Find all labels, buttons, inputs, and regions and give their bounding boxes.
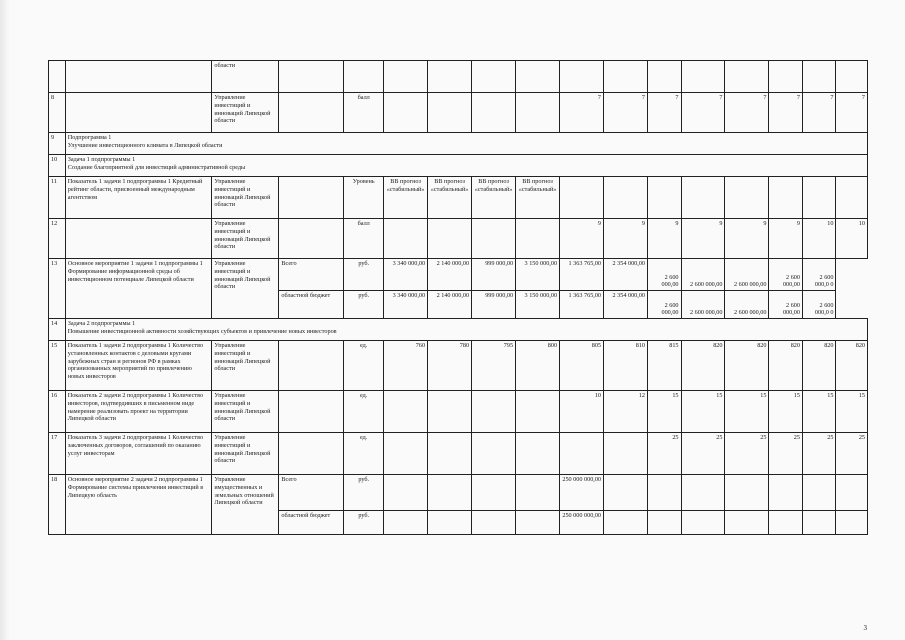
value-cell: 10 xyxy=(836,219,868,259)
value-cell: 9 xyxy=(769,219,803,259)
value-cell: 25 xyxy=(769,433,803,475)
value-cell: 7 xyxy=(560,93,604,133)
source-cell: областной бюджет xyxy=(279,511,344,535)
value-cell: 7 xyxy=(725,93,769,133)
section-title xyxy=(65,155,867,177)
unit-cell: руб. xyxy=(344,511,384,535)
value-cell: 1 363 765,00 xyxy=(560,291,604,319)
table-row xyxy=(49,391,868,433)
value-cell: 7 xyxy=(681,93,725,133)
value-cell: 7 xyxy=(836,93,868,133)
table-row xyxy=(49,61,868,93)
value-cell: 3 340 000,00 xyxy=(384,291,428,319)
value-cell: 1 363 765,00 xyxy=(560,259,604,291)
unit-cell: ед. xyxy=(344,391,384,433)
value-cell: 7 xyxy=(648,93,682,133)
table-row xyxy=(49,475,868,511)
dept-cell: области xyxy=(212,61,279,93)
source-cell: Всего xyxy=(279,475,344,511)
indicator-name: Показатель 1 задачи 2 подпрограммы 1 Количество установленных контактов с деловыми кругами зарубежных стран и регионов РФ в рамках организованных мероприятий по привлечению новых инвесторов xyxy=(65,341,212,391)
value-cell: 2 600 000,0 0 xyxy=(802,291,836,319)
indicator-name: Показатель 3 задачи 2 подпрограммы 1 Количество заключенных договоров, соглашений по оказанию услуг инвесторам xyxy=(65,433,212,475)
value-cell: ВВ прогноз «стабильный» xyxy=(472,177,516,219)
value-cell: 815 xyxy=(648,341,682,391)
section-row xyxy=(49,319,868,341)
section-subheading: Повышение инвестиционной активности хозяйствующих субъектов и привлечение новых инвесторов xyxy=(67,327,337,335)
value-cell: 2 600 000,00 xyxy=(769,291,803,319)
dept-cell: Управление инвестиций и инноваций Липецкой области xyxy=(212,219,279,259)
row-number: 9 xyxy=(49,133,66,155)
value-cell: 10 xyxy=(560,391,604,433)
dept-cell: Управление инвестиций и инноваций Липецкой области xyxy=(212,259,279,319)
value-cell: 25 xyxy=(836,433,868,475)
section-title xyxy=(65,133,867,155)
section-subheading: Улучшение инвестиционного климата в Липецкой области xyxy=(67,141,223,149)
indicator-name: Основное мероприятие 2 задачи 2 подпрограммы 1 Формирование системы привлечения инвестиций в Липецкую область xyxy=(65,475,212,535)
value-cell: 820 xyxy=(769,341,803,391)
value-cell: 15 xyxy=(681,391,725,433)
value-cell: 810 xyxy=(604,341,648,391)
unit-cell: руб. xyxy=(344,475,384,511)
indicator-name: Показатель 2 задачи 2 подпрограммы 1 Количество инвесторов, подтвердивших в письменном виде намерение реализовать проект на территории Липецкой области xyxy=(65,391,212,433)
value-cell: 3 150 000,00 xyxy=(516,259,560,291)
unit-cell: ед. xyxy=(344,433,384,475)
value-cell: 15 xyxy=(725,391,769,433)
value-cell: 15 xyxy=(802,391,836,433)
value-cell: 805 xyxy=(560,341,604,391)
value-cell: 15 xyxy=(769,391,803,433)
value-cell: 25 xyxy=(725,433,769,475)
value-cell: 2 600 000,00 xyxy=(681,259,725,291)
value-cell: 2 600 000,0 0 xyxy=(802,259,836,291)
value-cell: 820 xyxy=(836,341,868,391)
value-cell: 250 000 000,00 xyxy=(560,475,604,511)
value-cell: 25 xyxy=(648,433,682,475)
value-cell: 2 600 000,00 xyxy=(648,259,682,291)
dept-cell: Управление инвестиций и инноваций Липецкой области xyxy=(212,391,279,433)
value-cell: 800 xyxy=(516,341,560,391)
row-number: 12 xyxy=(49,219,66,259)
table-row xyxy=(49,93,868,133)
section-title xyxy=(65,319,867,341)
row-number: 10 xyxy=(49,155,66,177)
value-cell: 9 xyxy=(560,219,604,259)
dept-cell: Управление инвестиций и инноваций Липецкой области xyxy=(212,341,279,391)
value-cell: 820 xyxy=(681,341,725,391)
value-cell: 3 340 000,00 xyxy=(384,259,428,291)
row-number: 17 xyxy=(49,433,66,475)
value-cell: 2 140 000,00 xyxy=(428,291,472,319)
value-cell: 780 xyxy=(428,341,472,391)
section-row xyxy=(49,133,868,155)
value-cell: 10 xyxy=(802,219,836,259)
source-cell: областной бюджет xyxy=(279,291,344,319)
value-cell: ВВ прогноз «стабильный» xyxy=(384,177,428,219)
value-cell: 820 xyxy=(802,341,836,391)
table-row xyxy=(49,341,868,391)
value-cell: 9 xyxy=(725,219,769,259)
table-row xyxy=(49,219,868,259)
value-cell: 15 xyxy=(648,391,682,433)
value-cell: 25 xyxy=(681,433,725,475)
value-cell: 9 xyxy=(648,219,682,259)
value-cell: 250 000 000,00 xyxy=(560,511,604,535)
value-cell: 7 xyxy=(802,93,836,133)
value-cell: 7 xyxy=(604,93,648,133)
row-number: 16 xyxy=(49,391,66,433)
row-number: 18 xyxy=(49,475,66,535)
scan-edge xyxy=(0,0,10,640)
value-cell: 3 150 000,00 xyxy=(516,291,560,319)
unit-cell: Уровень xyxy=(344,177,384,219)
table-row xyxy=(49,433,868,475)
dept-cell: Управление инвестиций и инноваций Липецкой области xyxy=(212,93,279,133)
value-cell: 2 600 000,00 xyxy=(648,291,682,319)
section-row xyxy=(49,155,868,177)
section-heading: Задача 1 подпрограммы 1 xyxy=(67,156,136,163)
unit-cell: руб. xyxy=(344,291,384,319)
row-number: 14 xyxy=(49,319,66,341)
unit-cell: балл xyxy=(344,219,384,259)
table-row xyxy=(49,177,868,219)
indicator-name: Основное мероприятие 1 задачи 1 подпрограммы 1 Формирование информационной среды об инвестиционном потенциале Липецкой области xyxy=(65,259,212,319)
value-cell: 795 xyxy=(472,341,516,391)
value-cell: 9 xyxy=(604,219,648,259)
unit-cell: ед. xyxy=(344,341,384,391)
value-cell: 760 xyxy=(384,341,428,391)
dept-cell: Управление инвестиций и инноваций Липецкой области xyxy=(212,433,279,475)
value-cell: 2 354 000,00 xyxy=(604,259,648,291)
value-cell: 2 140 000,00 xyxy=(428,259,472,291)
row-number: 8 xyxy=(49,93,66,133)
section-heading: Подпрограмма 1 xyxy=(67,134,112,141)
value-cell: 2 600 000,00 xyxy=(725,259,769,291)
unit-cell: балл xyxy=(344,93,384,133)
indicators-table xyxy=(48,60,868,535)
indicator-name: Показатель 1 задачи 1 подпрограммы 1 Кредитный рейтинг области, присвоенный международным агентством xyxy=(65,177,212,219)
value-cell: 12 xyxy=(604,391,648,433)
section-subheading: Создание благоприятной для инвестиций административной среды xyxy=(67,163,246,171)
dept-cell: Управление инвестиций и инноваций Липецкой области xyxy=(212,177,279,219)
row-number: 13 xyxy=(49,259,66,319)
value-cell: ВВ прогноз «стабильный» xyxy=(516,177,560,219)
value-cell: 2 600 000,00 xyxy=(725,291,769,319)
section-heading: Задача 2 подпрограммы 1 xyxy=(67,320,136,327)
value-cell: 9 xyxy=(681,219,725,259)
page-number: 3 xyxy=(863,624,867,632)
source-cell: Всего xyxy=(279,259,344,291)
value-cell: 25 xyxy=(802,433,836,475)
table-row xyxy=(49,259,868,291)
row-number: 11 xyxy=(49,177,66,219)
dept-cell: Управление имущественных и земельных отношений Липецкой области xyxy=(212,475,279,535)
row-number: 15 xyxy=(49,341,66,391)
unit-cell: руб. xyxy=(344,259,384,291)
value-cell: 820 xyxy=(725,341,769,391)
value-cell: 999 000,00 xyxy=(472,259,516,291)
value-cell: 999 000,00 xyxy=(472,291,516,319)
value-cell: 2 354 000,00 xyxy=(604,291,648,319)
value-cell: 2 600 000,00 xyxy=(769,259,803,291)
value-cell: 15 xyxy=(836,391,868,433)
value-cell: ВВ прогноз «стабильный» xyxy=(428,177,472,219)
value-cell: 7 xyxy=(769,93,803,133)
value-cell: 2 600 000,00 xyxy=(681,291,725,319)
